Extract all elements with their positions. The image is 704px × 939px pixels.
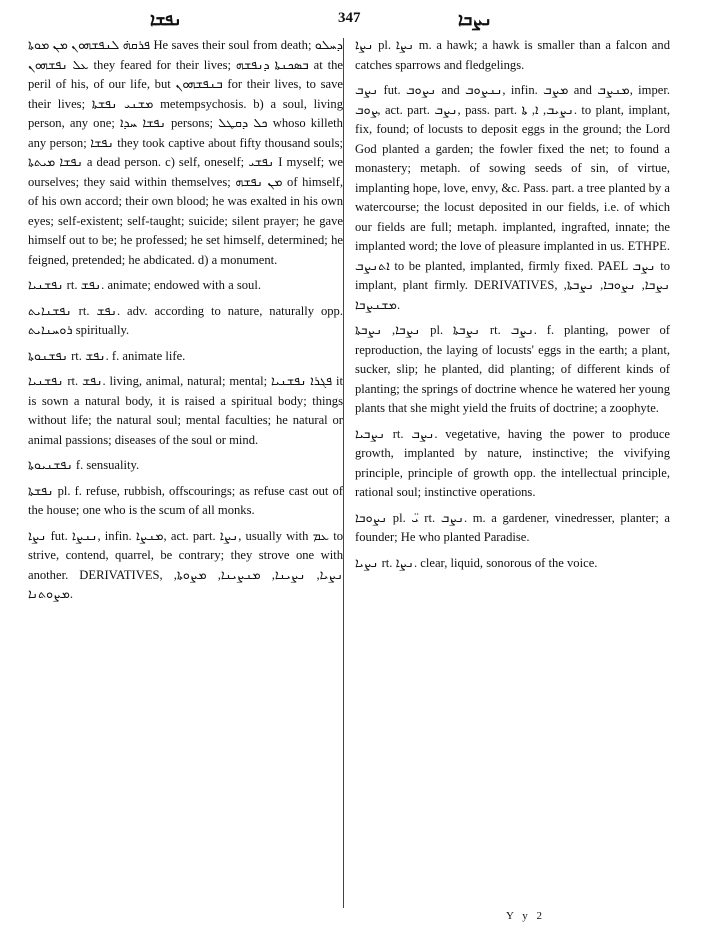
dictionary-entry: ܢܦܫܢܝܘܬܐ f. sensuality. bbox=[28, 458, 140, 472]
column-rule bbox=[343, 38, 344, 908]
dictionary-entry: ܢܨܐ pl. ܢܨܐ m. a hawk; a hawk is smaller than a falcon and catches sparrows and fledgelings. bbox=[355, 38, 670, 72]
running-head-right: ܢܨܒܐ bbox=[458, 10, 492, 29]
page-number: 347 bbox=[338, 10, 361, 26]
dictionary-entry: ܢܦܫܢܘܬܐ rt. ܢܦܫ. f. animate life. bbox=[28, 348, 186, 363]
dictionary-entry: ܢܨܐ fut. ܢܢܨܐ, infin. ܡܢܨܐ, act. part. ܢܨܐ, usually with ܥܡ to strive, contend, quarrel, be contrary; they strove one with another. DERIVATIVES, ܢܨܝܐ, ܢܨܝܢܐ, ܡܢܨܝܢܐ, ܡܨܘܬܐ, ܡܨܘܬܢܐ. bbox=[28, 528, 343, 601]
dictionary-entry: ܢܨܒ fut. ܢܨܘܒ and ܢܢܨܘܒ, infin. ܡܨܒ and ܡܢܨܒ, imper. ܨܘܒ, act. part. ܢܨܒ, pass. part. ܢܨܝܒ, ܐ, ܬܐ. to plant, implant, fix, found; of locusts to deposit eggs in the ground; the Lord God planted a garden; the fowler fixed the net; to found a monastery; metaph. of sowing seeds of sin, of virtue, implanting hope, love, envy, &c. Pass. part. a tree planted by a watercourse; the locust deposited in our fields, i.e. of which our fields are full; metaph. implanted, ingrafted, innate; the implanted word; the love of pleasure implanted in us. ETHPE. ܐܬܢܨܒ to be planted, implanted, firmly fixed. PAEL ܢܨܒ to implant, plant firmly. DERIVATIVES, ܢܨܒܐ, ܢܨܘܒܐ, ܢܨܒܬܐ, ܡܫܢܨܒܐ. bbox=[355, 83, 670, 312]
dictionary-entry: ܢܦܫܬܐ pl. f. refuse, rubbish, offscourings; as refuse cast out of the house; one who is the scum of all monks. bbox=[28, 483, 343, 517]
dictionary-entry: ܢܨܒܝܐ rt. ܢܨܒ. vegetative, having the power to produce growth, implanted by nature, instinctive; the vivifying principle, principle of growth opp. the intellectual principle, rational soul; instinctive operations. bbox=[355, 426, 670, 499]
running-head-left: ܢܦܫܐ bbox=[150, 10, 182, 29]
dictionary-entry: ܢܦܫܢܐܝܬ rt. ܢܦܫ. adv. according to nature, naturally opp. ܪܘܚܢܐܝܬ spiritually. bbox=[28, 303, 343, 337]
dictionary-entry: ܢܨܘܒܐ pl. ܝ̈ rt. ܢܨܒ. m. a gardener, vinedresser, planter; a founder; He who planted Paradise. bbox=[355, 510, 670, 544]
left-column bbox=[28, 36, 343, 896]
dictionary-entry: ܢܨܝܐ rt. ܢܨܐ. clear, liquid, sonorous of the voice. bbox=[355, 555, 598, 570]
dictionary-entry: ܢܨܒܐ, ܢܨܒܬܐ pl. ܢܨܒܬܐ rt. ܢܨܒ. f. planting, power of reproduction, the laying of locusts' eggs in the earth; a plant, sucker, slip; he planted, did planting; of different kinds of planting; the springs of doctrine whence he watered her young plants that she might yield the fruits of doctrine; a zoophyte. bbox=[355, 323, 670, 415]
signature-mark: Y y 2 bbox=[506, 910, 546, 922]
dictionary-entry: ܦܪܩܗ̇ ܠܢܦܫܗܘܢ ܡܢ ܡܘܬܐ He saves their soul from death; ܕܚܠܘ ܥܠ ܢܦܫܗܘܢ they feared for their lives; ܒܣܟܢܬܐ ܕܢܦܫܗ at the peril of his, of our life, but ܒܢܦܫܗܘܢ for their lives, to save their lives; ܡܫܢܝ ܢܦܫܬܐ metempsychosis. b) a soul, living person, any one; ܢܦܫܐ ܚܕܐ persons; ܟܠ ܕܩܛܠ whoso killeth any person; ܢܦܫܐ they took captive about fifty thousand souls; ܢܦܫܐ ܡܝܬܬܐ a dead person. c) self, oneself; ܢܦܫܝ I myself; we ourselves; they said within themselves; ܡܢ ܢܦܫܗ of himself, of his own accord; their own blood; he was exalted in his own eyes; self-existent; self-taught; suicide; silent prayer; he gave himself out to be; he professed; he set himself, determined; he feigned, pretended; he abdicated. d) a monument. bbox=[28, 38, 343, 267]
dictionary-entry: ܢܦܫܢܝܐ rt. ܢܦܫ. living, animal, natural; mental; ܦܓܪܐ ܢܦܫܢܝܐ it is sown a natural body, it is raised a spiritual body; things without life; the natural soul; mental faculties; he natural or animal passions; diseases of the soul or mind. bbox=[28, 374, 343, 447]
right-column bbox=[355, 36, 670, 896]
dictionary-entry: ܢܦܫܢܝܐ rt. ܢܦܫ. animate; endowed with a soul. bbox=[28, 278, 262, 292]
